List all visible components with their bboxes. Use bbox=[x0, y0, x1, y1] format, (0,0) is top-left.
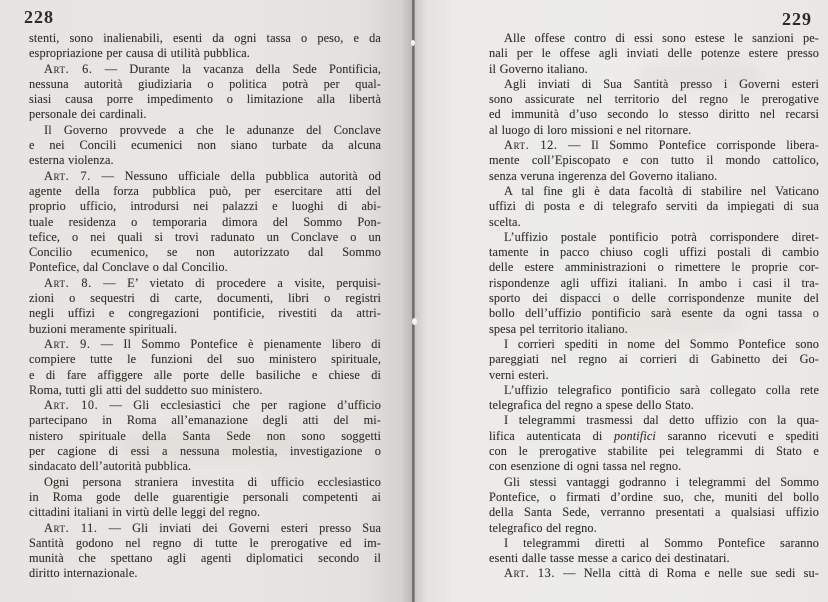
text-line: verni esteri. bbox=[489, 367, 549, 382]
text-line: spesa pel territorio italiano. bbox=[489, 321, 628, 336]
text-line: Pontefice, o firmati d’ordine suo, che, muniti del bollo bbox=[489, 489, 819, 504]
text-line: telegrafica del regno a spese dello Stato. bbox=[489, 398, 694, 413]
text-line: ed immunità d’uso secondo lo stesso diritto nel recarsi bbox=[489, 107, 819, 122]
article-label: Art. 9. bbox=[44, 336, 91, 351]
text-line: Ogni persona straniera investita di ufficio ecclesiastico bbox=[44, 474, 381, 489]
text-line: sporto dei dispacci o delle corrispondenze munite del bbox=[489, 291, 819, 306]
ink-bleed-ghost bbox=[120, 430, 300, 460]
text-line: nali per le offese agli inviati delle potenze estere presso bbox=[489, 46, 819, 61]
text-line: al luogo di loro missioni e nel ritornare. bbox=[489, 122, 692, 137]
text-line: Gli stessi vantaggi godranno i telegrammi del Sommo bbox=[504, 474, 819, 489]
text-line: Concilio ecumenico, se non autorizzato dal Sommo bbox=[29, 245, 381, 260]
text-line: tefice, o nei quali si trovi radunato un Conclave o un bbox=[29, 229, 381, 244]
text-line: della Santa Sede, verranno presentati a qualsiasi uffizio bbox=[489, 505, 819, 520]
text-line: diritto internazionale. bbox=[29, 566, 138, 581]
text-line: I telegrammi trasmessi dal detto uffizio con la qua- bbox=[504, 413, 819, 428]
text-line: personale dei cardinali. bbox=[29, 107, 147, 122]
text-line: Art. 7. — Nessuno ufficiale della pubblica autorità od bbox=[44, 168, 381, 183]
text-line: delle estere amministrazioni o rimettere le proprie cor- bbox=[489, 260, 819, 275]
article-label: Art. 11. bbox=[44, 520, 98, 535]
text-line: esenti dalle tasse messe a carico dei destinatari. bbox=[489, 551, 730, 566]
article-label: Art. 13. bbox=[504, 566, 556, 581]
page-number-left: 228 bbox=[24, 7, 54, 27]
text-line: I corrieri spediti in nome del Sommo Pontefice sono bbox=[504, 336, 819, 351]
article-label: Art. 12. bbox=[504, 138, 558, 153]
text-line: Roma, tutti gli atti del suddetto suo ministero. bbox=[29, 382, 263, 397]
text-line: Santità godono nel regno di tutte le prerogative ed im- bbox=[29, 535, 381, 550]
text-line: buzioni meramente spirituali. bbox=[29, 321, 178, 336]
text-line: munità che spettano agli agenti diplomatici secondo il bbox=[29, 551, 381, 566]
text-line: Art. 12. — Il Sommo Pontefice corrisponde libera- bbox=[504, 138, 819, 153]
text-line: proprio ufficio, introdursi nei palazzi e luoghi di abi- bbox=[29, 199, 381, 214]
text-line: agente della forza pubblica può, per esercitare atti del bbox=[29, 183, 381, 198]
text-line: Agli inviati di Sua Santità presso i Governi esteri bbox=[504, 76, 819, 91]
book-gutter bbox=[412, 0, 415, 602]
text-line: senza veruna ingerenza del Governo italiano. bbox=[489, 168, 718, 183]
scan-speck bbox=[411, 40, 415, 46]
text-line: compiere tutte le funzioni del suo ministero spirituale, bbox=[29, 352, 381, 367]
text-line: lifica autenticata di pontifici saranno ricevuti e spediti bbox=[489, 428, 819, 443]
text-line: sindacato dell’autorità pubblica. bbox=[29, 459, 192, 474]
text-line: A tal fine gli è data facoltà di stabilire nel Vaticano bbox=[504, 183, 819, 198]
text-line: per cagione di essi a nessuna molestia, investigazione o bbox=[29, 444, 381, 459]
text-line: negli uffizi e congregazioni pontificie, rivestiti da attri- bbox=[29, 306, 381, 321]
text-line: rispondenze agli uffizi italiani. In ambo i casi il tra- bbox=[489, 275, 819, 290]
text-line: stenti, sono inalienabili, esenti da ogni tassa o peso, e da bbox=[29, 31, 381, 45]
article-label: Art. 6. bbox=[44, 61, 93, 76]
text-line: bollo dell’uffizio pontificio sarà esente da ogni tassa o bbox=[489, 306, 819, 321]
text-line: sono assicurate nel territorio del regno le prerogative bbox=[489, 92, 819, 107]
text-line: partecipano in Roma all’emanazione degli atti del mi- bbox=[29, 413, 381, 428]
ink-bleed-ghost bbox=[560, 300, 740, 340]
text-line: nessuna autorità giudiziaria o politica potrà per qual- bbox=[29, 76, 381, 91]
text-line: I telegrammi diretti al Sommo Pontefice saranno bbox=[504, 535, 819, 550]
text-line: con le prerogative stabilite pei telegrammi di Stato e bbox=[489, 444, 819, 459]
italic-term: pontifici bbox=[614, 428, 656, 443]
article-label: Art. 8. bbox=[44, 275, 92, 290]
article-label: Art. 7. bbox=[44, 168, 91, 183]
text-line: e di fare affiggere alle porte delle basiliche e chiese di bbox=[29, 367, 381, 382]
text-line: L’uffizio postale pontificio potrà corrispondere diret- bbox=[504, 229, 819, 244]
article-label: Art. 10. bbox=[44, 398, 99, 413]
text-line: Pontefice, dal Conclave o dal Concilio. bbox=[29, 260, 228, 275]
page-left-text bbox=[29, 31, 381, 582]
text-line: Art. 11. — Gli inviati dei Governi esteri presso Sua bbox=[44, 520, 381, 535]
text-line: L’uffizio telegrafico pontificio sarà collegato colla rete bbox=[504, 382, 819, 397]
text-line: in Roma gode delle guarentigie personali competenti ai bbox=[29, 489, 381, 504]
text-line: cittadini italiani in virtù delle leggi del regno. bbox=[29, 505, 261, 520]
text-line: Alle offese contro di essi sono estese le sanzioni pe- bbox=[504, 31, 819, 45]
text-line: esterna violenza. bbox=[29, 153, 114, 168]
text-line: uffizi di posta e di telegrafo serviti da impiegati di sua bbox=[489, 199, 819, 214]
text-line: scelta. bbox=[489, 214, 521, 229]
text-line: espropriazione per causa di utilità pubblica. bbox=[29, 46, 250, 61]
text-line: Art. 8. — E’ vietato di procedere a visite, perquisi- bbox=[44, 275, 381, 290]
text-line: zioni o sequestri di carte, documenti, libri o registri bbox=[29, 291, 381, 306]
text-line: e nei Concili ecumenici non siano turbate da alcuna bbox=[29, 138, 381, 153]
text-line: tamente in pacco chiuso cogli uffizi postali di cambio bbox=[489, 245, 819, 260]
text-line: Art. 10. — Gli ecclesiastici che per ragione d’ufficio bbox=[44, 398, 381, 413]
text-line: Art. 9. — Il Sommo Pontefice è pienamente libero di bbox=[44, 336, 381, 351]
text-line: Art. 13. — Nella città di Roma e nelle sue sedi su- bbox=[504, 566, 819, 581]
text-line: mente coll’Episcopato e con tutto il mondo cattolico, bbox=[489, 153, 819, 168]
text-line: pareggiati nel regno ai corrieri di Gabinetto dei Go- bbox=[489, 352, 819, 367]
text-line: siasi causa porre impedimento o limitazione alla libertà bbox=[29, 92, 381, 107]
text-line: il Governo italiano. bbox=[489, 61, 588, 76]
text-line: telegrafico del regno. bbox=[489, 520, 597, 535]
text-line: con esenzione di ogni tassa nel regno. bbox=[489, 459, 682, 474]
scan-speck bbox=[412, 318, 417, 325]
text-line: nistero spirituale della Santa Sede non sono soggetti bbox=[29, 428, 381, 443]
text-line: Il Governo provvede a che le adunanze del Conclave bbox=[44, 122, 381, 137]
ink-bleed-ghost bbox=[640, 60, 760, 90]
text-line: Art. 6. — Durante la vacanza della Sede Pontificia, bbox=[44, 61, 381, 76]
page-number-right: 229 bbox=[782, 9, 812, 29]
text-line: tuale residenza o temporaria dimora del Sommo Pon- bbox=[29, 214, 381, 229]
